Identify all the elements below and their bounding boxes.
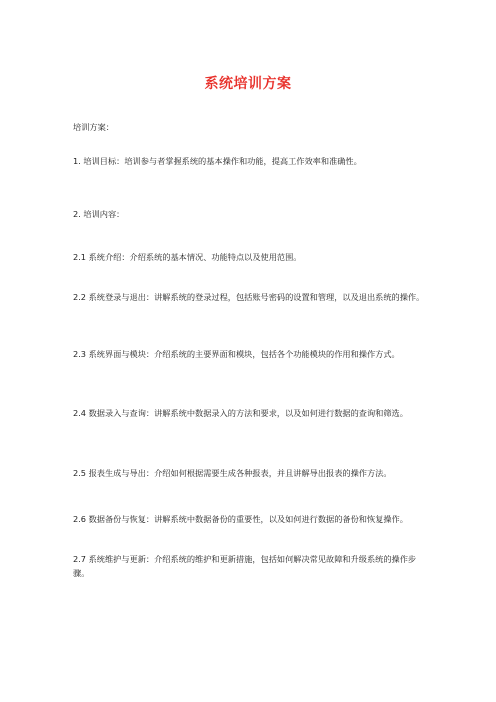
paragraph-training-goal: 1. 培训目标：培训参与者掌握系统的基本操作和功能，提高工作效率和准确性。 <box>73 156 362 166</box>
paragraph-training-content: 2. 培训内容： <box>73 209 125 219</box>
paragraph-login-logout: 2.2 系统登录与退出：讲解系统的登录过程，包括账号密码的设置和管理，以及退出系统的操作。 <box>73 292 425 302</box>
paragraph-data-entry-query: 2.4 数据录入与查询：讲解系统中数据录入的方法和要求，以及如何进行数据的查询和筛选。 <box>73 408 408 418</box>
document-title: 系统培训方案 <box>204 76 292 92</box>
paragraph-maintenance-update: 2.7 系统维护与更新：介绍系统的维护和更新措施，包括如何解决常见故障和升级系统的操作步骤。 <box>73 554 417 578</box>
intro-paragraph: 培训方案： <box>73 122 114 132</box>
paragraph-report-export: 2.5 报表生成与导出：介绍如何根据需要生成各种报表，并且讲解导出报表的操作方法。 <box>73 468 392 478</box>
paragraph-interface-modules: 2.3 系统界面与模块：介绍系统的主要界面和模块，包括各个功能模块的作用和操作方式。 <box>73 349 400 359</box>
paragraph-backup-restore: 2.6 数据备份与恢复：讲解系统中数据备份的重要性，以及如何进行数据的备份和恢复操作。 <box>73 514 408 524</box>
paragraph-system-intro: 2.1 系统介绍：介绍系统的基本情况、功能特点以及使用范围。 <box>73 252 302 262</box>
